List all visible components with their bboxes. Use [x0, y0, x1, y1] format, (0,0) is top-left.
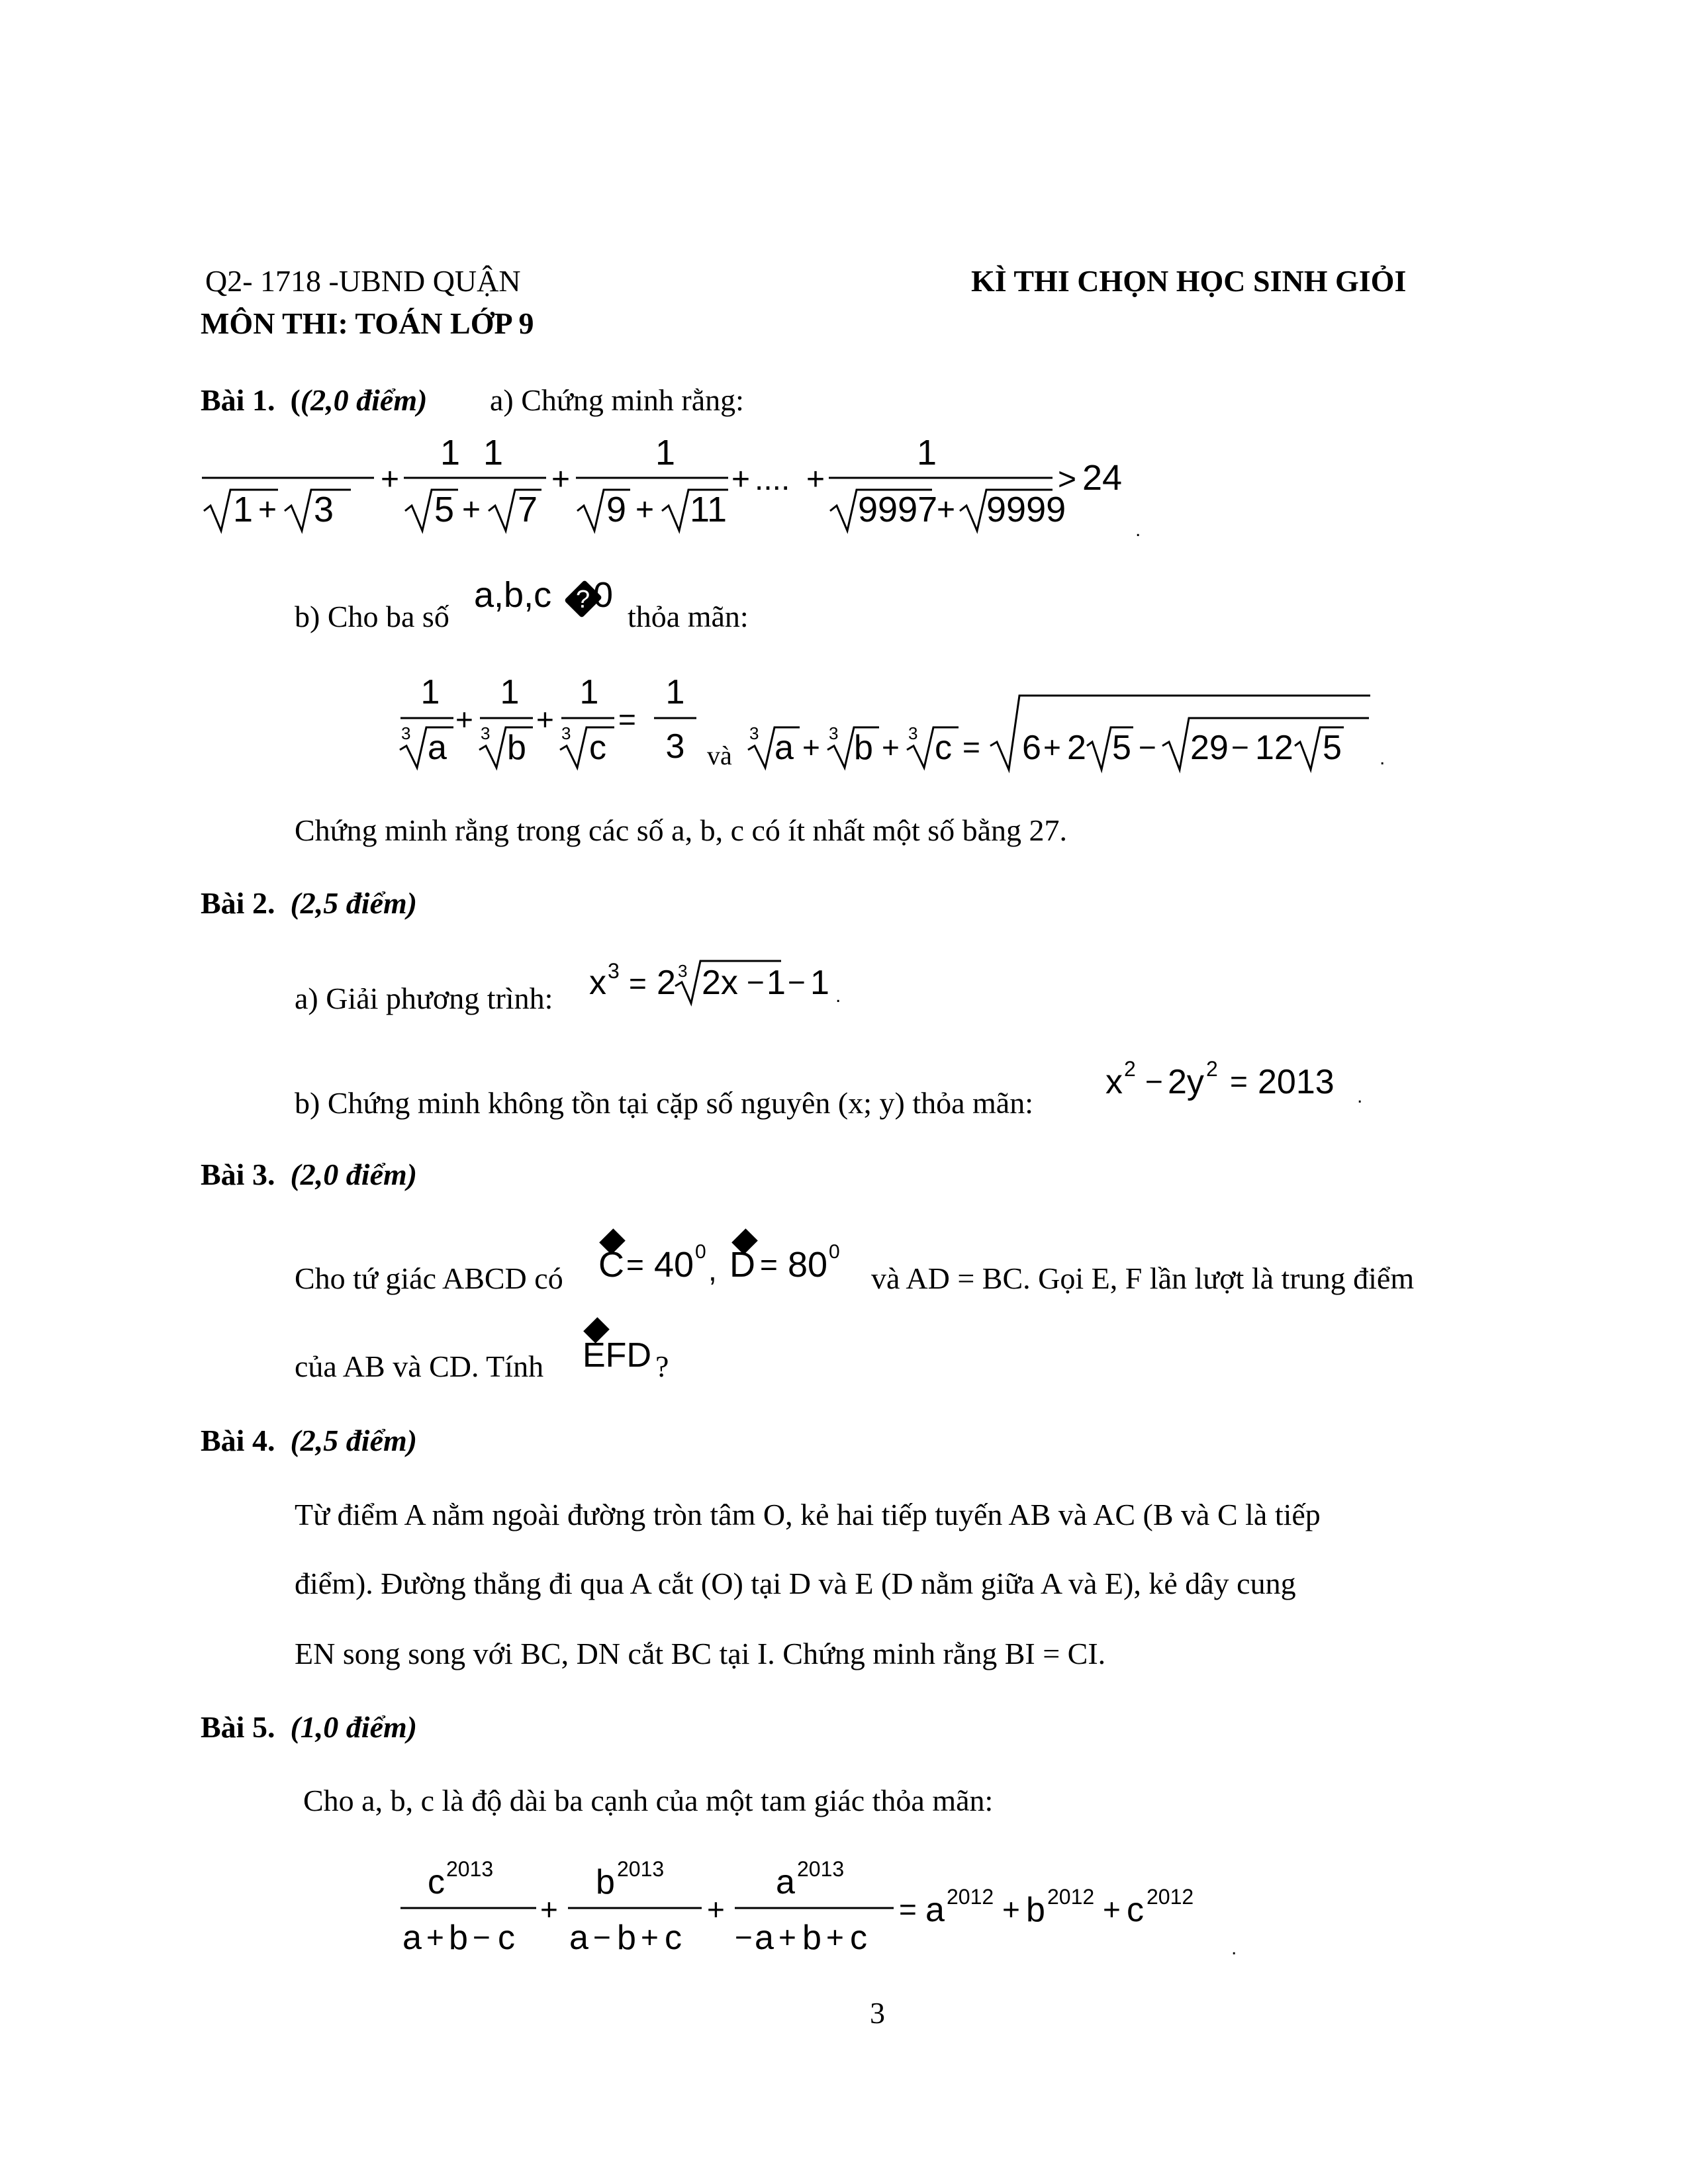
svg-text:2: 2 — [657, 964, 676, 1002]
svg-text:+: + — [1043, 730, 1061, 764]
svg-text:+: + — [707, 1892, 725, 1927]
svg-text:+: + — [635, 492, 655, 527]
exp-num-2: 2013 — [617, 1857, 665, 1881]
svg-text:−: − — [593, 1920, 611, 1954]
svg-text:+: + — [258, 492, 277, 527]
svg-text:.: . — [835, 985, 841, 1007]
bai3-angles — [589, 1221, 867, 1294]
svg-text:2: 2 — [1124, 1057, 1136, 1081]
svg-text:3: 3 — [908, 723, 918, 743]
term2-radicand-2: 7 — [518, 490, 538, 529]
svg-text:+: + — [882, 730, 900, 764]
cond-rhs-num: 1 — [665, 673, 685, 711]
bai5-equation — [391, 1843, 1251, 1962]
eq-b-rhs: 2013 — [1258, 1063, 1335, 1101]
bai1-points: (2,0 điểm) — [300, 383, 428, 417]
svg-text:1: 1 — [579, 673, 599, 711]
bai1-title: Bài 1. — [201, 383, 275, 417]
svg-text:a: a — [776, 1863, 795, 1901]
term4-num: 1 — [916, 433, 937, 473]
bai2-equation-a — [583, 953, 874, 1013]
svg-text:a: a — [569, 1919, 588, 1957]
svg-text:3: 3 — [608, 959, 620, 983]
abc-vars: a,b,c — [474, 575, 552, 615]
svg-text:+: + — [937, 492, 956, 527]
bai5-text: Cho a, b, c là độ dài ba cạnh của một tam giác thỏa mãn: — [303, 1784, 994, 1817]
svg-text:3: 3 — [678, 961, 688, 981]
svg-text:+: + — [455, 702, 473, 737]
bai3-line2-pre: của AB và CD. Tính — [295, 1349, 544, 1383]
svg-text:−: − — [735, 1920, 753, 1954]
svg-text:2x: 2x — [702, 964, 738, 1002]
sum-rhs: 24 — [1082, 458, 1123, 498]
svg-text:1: 1 — [810, 964, 829, 1002]
svg-text:+: + — [551, 462, 571, 497]
svg-text:−: − — [788, 965, 806, 999]
bai2-b-text: b) Chứng minh không tồn tại cặp số nguyên (x; y) thỏa mãn: — [295, 1086, 1033, 1120]
svg-text:>: > — [1058, 462, 1077, 497]
bai1-b-vars — [470, 572, 616, 625]
svg-text:b: b — [449, 1919, 468, 1957]
svg-text:b: b — [802, 1919, 821, 1957]
header-left: Q2- 1718 -UBND QUẬN — [205, 264, 521, 298]
svg-text:+: + — [778, 1920, 796, 1954]
bai4-points: (2,5 điểm) — [290, 1424, 418, 1457]
svg-text:2y: 2y — [1168, 1063, 1204, 1101]
svg-text:b: b — [617, 1919, 636, 1957]
term4-radicand-1: 9997 — [858, 490, 938, 529]
svg-text:1: 1 — [767, 964, 786, 1002]
bai3-heading — [201, 1157, 417, 1192]
svg-text:=: = — [626, 1248, 644, 1282]
bai4-line-3: EN song song với BC, DN cắt BC tại I. Chứng minh rằng BI = CI. — [295, 1637, 1106, 1670]
bai2-equation-b — [1099, 1052, 1390, 1112]
svg-text:.: . — [1380, 747, 1385, 769]
svg-text:c: c — [589, 729, 606, 767]
svg-text:b: b — [854, 729, 873, 767]
svg-text:3: 3 — [401, 723, 411, 743]
bai2-a-text: a) Giải phương trình: — [295, 981, 553, 1015]
bai1-a-text: a) Chứng minh rằng: — [490, 383, 744, 417]
connector-va: và — [707, 741, 732, 770]
term2-radicand-1: 5 — [434, 490, 455, 529]
angle-c-value: 40 — [654, 1245, 694, 1285]
svg-text:+: + — [731, 462, 751, 497]
svg-text:,: , — [708, 1253, 717, 1287]
svg-text:1: 1 — [500, 673, 520, 711]
bai1-condition-formula — [391, 665, 1390, 778]
bai3-line1-post: và AD = BC. Gọi E, F lần lượt là trung điểm — [871, 1261, 1415, 1295]
svg-text:+: + — [826, 1920, 844, 1954]
svg-text:2: 2 — [1206, 1057, 1218, 1081]
exp-rhs-3: 2012 — [1147, 1885, 1194, 1909]
svg-text:+: + — [1002, 1892, 1020, 1927]
bai1-heading: Bài 1. ((2,0 điểm) — [201, 383, 428, 417]
exp-rhs-1: 2012 — [947, 1885, 994, 1909]
svg-text:+: + — [1103, 1892, 1121, 1927]
svg-text:=: = — [899, 1892, 917, 1927]
nr-2: 2 — [1067, 729, 1086, 767]
svg-text:b: b — [596, 1863, 615, 1901]
term3-radicand-1: 9 — [606, 490, 627, 529]
svg-text:=: = — [1230, 1064, 1248, 1099]
svg-text:c: c — [850, 1919, 867, 1957]
svg-text:c: c — [935, 729, 952, 767]
page-number: 3 — [870, 1996, 885, 2030]
svg-text:+: + — [641, 1920, 659, 1954]
svg-text:a: a — [755, 1919, 774, 1957]
svg-text:=: = — [760, 1248, 778, 1282]
svg-text:.: . — [1231, 1937, 1237, 1959]
svg-text:a: a — [774, 729, 794, 767]
svg-text:a: a — [402, 1919, 422, 1957]
svg-text:.: . — [1135, 519, 1141, 541]
svg-text:=: = — [629, 966, 647, 1001]
exp-rhs-2: 2012 — [1047, 1885, 1095, 1909]
svg-text:+: + — [802, 730, 820, 764]
svg-text:+: + — [806, 462, 825, 497]
svg-text:+: + — [462, 492, 481, 527]
svg-text:c: c — [428, 1863, 445, 1901]
svg-text:0: 0 — [593, 575, 614, 615]
bai5-points: (1,0 điểm) — [290, 1710, 418, 1744]
svg-text:a: a — [428, 729, 447, 767]
bai2-title: Bài 2. — [201, 886, 275, 920]
term1-radicand-1: 1 — [233, 490, 254, 529]
svg-text:b: b — [507, 729, 526, 767]
term1-num: 1 — [440, 433, 461, 473]
bai5-heading — [201, 1709, 417, 1745]
svg-text:c: c — [1127, 1891, 1144, 1929]
bai1-conclusion: Chứng minh rằng trong các số a, b, c có ít nhất một số bằng 27. — [295, 813, 1068, 847]
sum-ellipsis: .... — [755, 462, 790, 497]
svg-text:0: 0 — [695, 1241, 706, 1263]
svg-text:+: + — [540, 1892, 558, 1927]
svg-text:3: 3 — [829, 723, 839, 743]
svg-text:?: ? — [576, 586, 590, 614]
bai3-line1-pre: Cho tứ giác ABCD có — [295, 1261, 563, 1295]
term3-num: 1 — [655, 433, 676, 473]
bai3-title: Bài 3. — [201, 1158, 275, 1191]
svg-text:a: a — [925, 1891, 945, 1929]
nr-6: 6 — [1022, 729, 1041, 767]
bai3-line2-post: ? — [655, 1349, 669, 1383]
svg-text:1: 1 — [420, 673, 440, 711]
nr-29: 29 — [1190, 729, 1229, 767]
svg-text:.: . — [1357, 1085, 1363, 1107]
svg-text:x: x — [589, 964, 606, 1002]
svg-text:D: D — [729, 1245, 755, 1285]
exp-num-1: 2013 — [446, 1857, 494, 1881]
exp-num-3: 2013 — [797, 1857, 845, 1881]
svg-text:=: = — [962, 730, 980, 764]
svg-text:=: = — [618, 702, 636, 737]
svg-text:b: b — [1026, 1891, 1045, 1929]
svg-text:−: − — [1145, 1064, 1163, 1099]
svg-text:+: + — [426, 1920, 444, 1954]
svg-text:x: x — [1105, 1063, 1123, 1101]
svg-text:−: − — [1231, 730, 1249, 764]
bai3-points: (2,0 điểm) — [290, 1158, 418, 1191]
bai1-b-pre: b) Cho ba số — [295, 600, 449, 633]
bai4-line-2: điểm). Đường thẳng đi qua A cắt (O) tại D và E (D nằm giữa A và E), kẻ dây cung — [295, 1567, 1296, 1600]
bai1-sum-formula — [192, 424, 1158, 549]
bai4-title: Bài 4. — [201, 1424, 275, 1457]
bai4-line-1: Từ điểm A nằm ngoài đường tròn tâm O, kẻ hai tiếp tuyến AB và AC (B và C là tiếp — [295, 1498, 1321, 1531]
angle-d-value: 80 — [788, 1245, 828, 1285]
svg-text:0: 0 — [829, 1241, 840, 1263]
svg-text:C: C — [598, 1245, 624, 1285]
cond-rhs-den: 3 — [665, 727, 685, 766]
svg-text:c: c — [665, 1919, 682, 1957]
nr-12: 12 — [1255, 729, 1293, 767]
term4-radicand-2: 9999 — [986, 490, 1066, 529]
svg-text:3: 3 — [481, 723, 491, 743]
term2-num: 1 — [483, 433, 504, 473]
bai4-heading — [201, 1423, 417, 1458]
bai2-heading — [201, 886, 417, 921]
svg-text:3: 3 — [749, 723, 759, 743]
nr-5a: 5 — [1112, 729, 1131, 767]
svg-text:−: − — [1139, 730, 1156, 764]
svg-text:−: − — [747, 965, 765, 999]
svg-text:−: − — [473, 1920, 491, 1954]
angle-efd: EFD — [583, 1336, 651, 1375]
bai5-title: Bài 5. — [201, 1710, 275, 1744]
subject-line: MÔN THI: TOÁN LỚP 9 — [201, 306, 534, 340]
svg-text:3: 3 — [561, 723, 571, 743]
term3-radicand-2: 11 — [690, 490, 727, 529]
svg-text:c: c — [498, 1919, 515, 1957]
svg-text:+: + — [381, 462, 400, 497]
term1-radicand-2: 3 — [314, 490, 334, 529]
bai2-points: (2,5 điểm) — [290, 886, 418, 920]
nr-5b: 5 — [1323, 729, 1342, 767]
bai3-target-angle — [576, 1314, 669, 1380]
bai1-b-post: thỏa mãn: — [628, 600, 749, 633]
svg-text:+: + — [536, 702, 554, 737]
header-right: KÌ THI CHỌN HỌC SINH GIỎI — [971, 264, 1407, 298]
